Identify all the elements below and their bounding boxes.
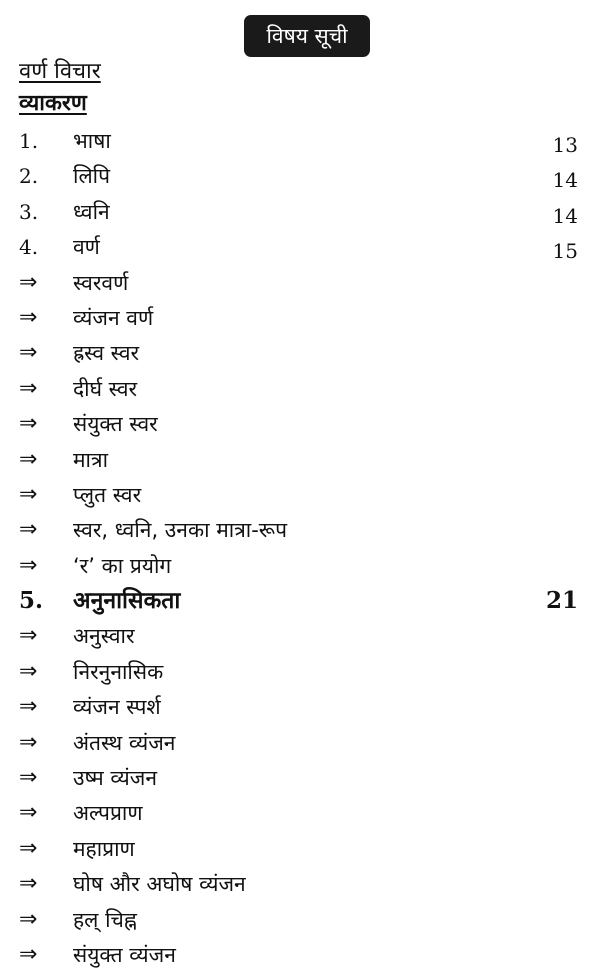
entry-title: व्यंजन स्पर्श — [73, 695, 161, 720]
arrow-icon: ⇒ — [19, 375, 38, 401]
arrow-icon: ⇒ — [19, 800, 38, 826]
entry-title: महाप्राण — [73, 836, 135, 861]
entry-title: अल्पप्राण — [73, 801, 143, 826]
toc-entry — [0, 726, 600, 761]
entry-number: 4. — [19, 235, 39, 260]
toc-entry — [0, 513, 600, 548]
arrow-icon: ⇒ — [19, 871, 38, 897]
entry-title: स्वर, ध्वनि, उनका मात्रा-रूप — [73, 518, 288, 543]
entry-title: स्वरवर्ण — [73, 270, 129, 295]
entry-title: संयुक्त स्वर — [73, 412, 158, 437]
entry-page-number: 21 — [545, 587, 578, 615]
section-heading: वर्ण विचार — [19, 59, 101, 84]
arrow-icon: ⇒ — [19, 411, 38, 437]
toc-entry — [0, 690, 600, 725]
toc-entry — [0, 159, 600, 194]
entry-title: घोष और अघोष व्यंजन — [73, 872, 246, 897]
toc-entry — [0, 655, 600, 690]
arrow-icon: ⇒ — [19, 906, 38, 932]
entry-title: संयुक्त व्यंजन — [73, 942, 176, 967]
arrow-icon: ⇒ — [19, 765, 38, 791]
entry-title: हल् चिह्न — [73, 907, 137, 932]
toc-entry — [0, 124, 600, 159]
entry-title: अनुस्वार — [73, 624, 135, 649]
toc-entry — [0, 443, 600, 478]
entry-title: अंतस्थ व्यंजन — [73, 730, 176, 755]
toc-entry — [0, 832, 600, 867]
page-title: विषय सूची — [244, 15, 370, 57]
entry-title: भाषा — [73, 129, 111, 153]
entry-page-number: 15 — [552, 239, 578, 264]
entry-title: ‘र’ का प्रयोग — [73, 553, 172, 578]
toc-entry — [0, 407, 600, 442]
toc-entry — [0, 195, 600, 230]
toc-entry — [0, 903, 600, 938]
toc-entry — [0, 796, 600, 831]
arrow-icon: ⇒ — [19, 623, 38, 649]
arrow-icon: ⇒ — [19, 340, 38, 366]
entry-title: लिपि — [73, 164, 111, 189]
toc-entry — [0, 761, 600, 796]
entry-number: 5. — [19, 587, 44, 615]
entry-title: व्यंजन वर्ण — [73, 305, 154, 330]
toc-entry — [0, 549, 600, 584]
entry-title: ध्वनि — [73, 199, 110, 224]
entry-number: 2. — [19, 164, 39, 189]
arrow-icon: ⇒ — [19, 941, 38, 967]
toc-entry — [0, 336, 600, 371]
toc-list — [0, 124, 600, 973]
toc-entry — [0, 938, 600, 973]
toc-entry — [0, 478, 600, 513]
arrow-icon: ⇒ — [19, 694, 38, 720]
toc-entry — [0, 301, 600, 336]
entry-title: प्लुत स्वर — [73, 482, 142, 507]
entry-title: दीर्घ स्वर — [73, 376, 138, 401]
entry-title: वर्ण — [73, 235, 100, 260]
entry-title: ह्रस्व स्वर — [73, 341, 140, 366]
toc-entry — [0, 867, 600, 902]
entry-title: मात्रा — [73, 447, 109, 472]
arrow-icon: ⇒ — [19, 835, 38, 861]
entry-page-number: 13 — [552, 133, 578, 157]
toc-entry — [0, 584, 600, 619]
toc-entry — [0, 266, 600, 301]
entry-page-number: 14 — [552, 203, 578, 228]
entry-page-number: 14 — [552, 168, 578, 193]
arrow-icon: ⇒ — [19, 517, 38, 543]
arrow-icon: ⇒ — [19, 304, 38, 330]
subsection-heading: व्याकरण — [19, 91, 87, 116]
arrow-icon: ⇒ — [19, 446, 38, 472]
entry-title: निरनुनासिक — [73, 659, 164, 684]
entry-title: उष्म व्यंजन — [73, 766, 157, 791]
arrow-icon: ⇒ — [19, 269, 38, 295]
arrow-icon: ⇒ — [19, 729, 38, 755]
arrow-icon: ⇒ — [19, 658, 38, 684]
toc-entry — [0, 372, 600, 407]
entry-number: 1. — [19, 129, 39, 153]
entry-number: 3. — [19, 199, 39, 224]
toc-entry — [0, 230, 600, 265]
arrow-icon: ⇒ — [19, 552, 38, 578]
entry-title: अनुनासिकता — [73, 588, 181, 615]
toc-entry — [0, 619, 600, 654]
arrow-icon: ⇒ — [19, 481, 38, 507]
